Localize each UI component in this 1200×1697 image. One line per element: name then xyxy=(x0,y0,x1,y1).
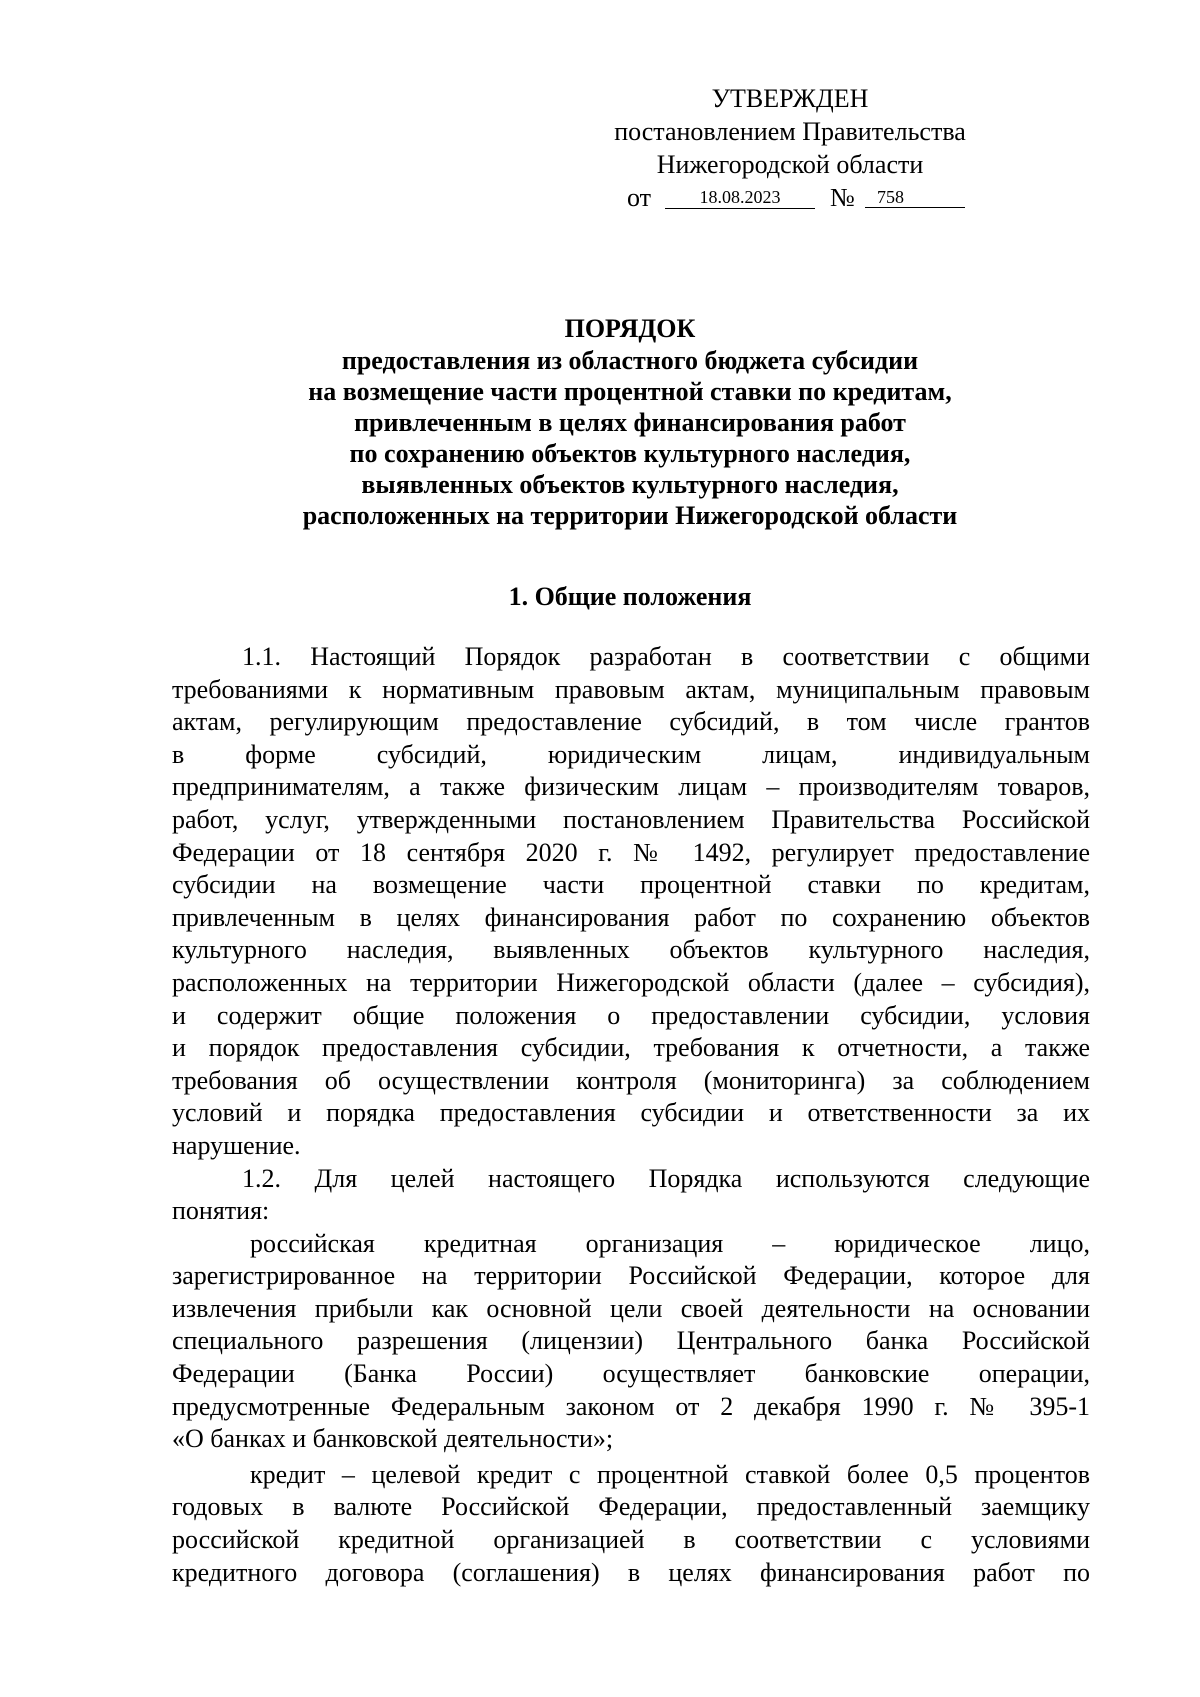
paragraph-line: кредит – целевой кредит с процентной ставкой более 0,5 процентов xyxy=(250,1459,1090,1489)
paragraph-line: предусмотренные Федеральным законом от 2 декабря 1990 г. № 395-1 xyxy=(172,1391,1090,1421)
number-sign: № xyxy=(830,183,855,212)
title-line: по сохранению объектов культурного наследия, xyxy=(349,439,911,468)
title-line: привлеченным в целях финансирования работ xyxy=(354,408,906,437)
paragraph-line: требованиями к нормативным правовым актам, муниципальным правовым xyxy=(172,674,1090,704)
approval-line-1: постановлением Правительства xyxy=(614,117,966,146)
paragraph-line: субсидии на возмещение части процентной ставки по кредитам, xyxy=(172,870,1090,900)
approval-block xyxy=(590,82,990,215)
paragraph-line: понятия: xyxy=(172,1196,270,1226)
paragraph xyxy=(172,1163,1090,1228)
title-line: на возмещение части процентной ставки по кредитам, xyxy=(308,377,952,406)
paragraph-line: и порядок предоставления субсидии, требования к отчетности, а также xyxy=(172,1033,1090,1063)
paragraph-line: Федерации от 18 сентября 2020 г. № 1492, регулирует предоставление xyxy=(172,837,1090,867)
section-heading: 1. Общие положения xyxy=(508,582,752,611)
paragraph-line: условий и порядка предоставления субсидии и ответственности за их xyxy=(172,1098,1090,1128)
approval-date: 18.08.2023 xyxy=(665,186,815,209)
paragraph-line: культурного наследия, выявленных объектов культурного наследия, xyxy=(172,935,1090,965)
paragraph-line: российская кредитная организация – юридическое лицо, xyxy=(250,1228,1090,1258)
document-body xyxy=(172,641,1090,1589)
title-line: предоставления из областного бюджета субсидии xyxy=(341,346,919,375)
date-prefix: от xyxy=(627,183,652,212)
paragraph-line: привлеченным в целях финансирования работ по сохранению объектов xyxy=(172,902,1090,932)
approval-number: 758 xyxy=(865,186,965,208)
paragraph xyxy=(172,1228,1090,1456)
approval-heading: УТВЕРЖДЕН xyxy=(711,84,869,113)
document-title: ПОРЯДОК xyxy=(564,314,696,343)
paragraph-line: и содержит общие положения о предоставлении субсидии, условия xyxy=(172,1000,1090,1030)
paragraph xyxy=(172,1459,1090,1589)
paragraph-line: зарегистрированное на территории Российской Федерации, которое для xyxy=(172,1261,1090,1291)
paragraph-line: нарушение. xyxy=(172,1130,301,1160)
approval-date-line xyxy=(590,181,990,215)
paragraph-line: 1.2. Для целей настоящего Порядка используются следующие xyxy=(242,1163,1090,1193)
paragraph xyxy=(172,641,1090,1163)
paragraph-line: извлечения прибыли как основной цели своей деятельности на основании xyxy=(172,1293,1090,1323)
paragraph-line: работ, услуг, утвержденными постановлением Правительства Российской xyxy=(172,804,1090,834)
paragraph-line: 1.1. Настоящий Порядок разработан в соответствии с общими xyxy=(242,642,1090,671)
paragraph-line: «О банках и банковской деятельности»; xyxy=(172,1424,614,1454)
paragraph-line: специального разрешения (лицензии) Центрального банка Российской xyxy=(172,1326,1090,1356)
document-title-block xyxy=(170,313,1090,531)
paragraph-line: предпринимателям, а также физическим лицам – производителям товаров, xyxy=(172,772,1090,802)
paragraph-line: годовых в валюте Российской Федерации, предоставленный заемщику xyxy=(172,1492,1090,1522)
paragraph-line: актам, регулирующим предоставление субсидий, в том числе грантов xyxy=(172,707,1090,737)
paragraph-line: требования об осуществлении контроля (мониторинга) за соблюдением xyxy=(172,1065,1090,1095)
paragraph-line: в форме субсидий, юридическим лицам, индивидуальным xyxy=(172,739,1090,769)
approval-line-2: Нижегородской области xyxy=(656,150,924,179)
paragraph-line: расположенных на территории Нижегородской области (далее – субсидия), xyxy=(172,967,1090,997)
title-line: расположенных на территории Нижегородской области xyxy=(302,501,958,530)
paragraph-line: кредитного договора (соглашения) в целях финансирования работ по xyxy=(172,1557,1090,1587)
paragraph-line: Федерации (Банка России) осуществляет банковские операции, xyxy=(172,1359,1090,1389)
paragraph-line: российской кредитной организацией в соответствии с условиями xyxy=(172,1525,1090,1555)
title-line: выявленных объектов культурного наследия, xyxy=(361,470,899,499)
